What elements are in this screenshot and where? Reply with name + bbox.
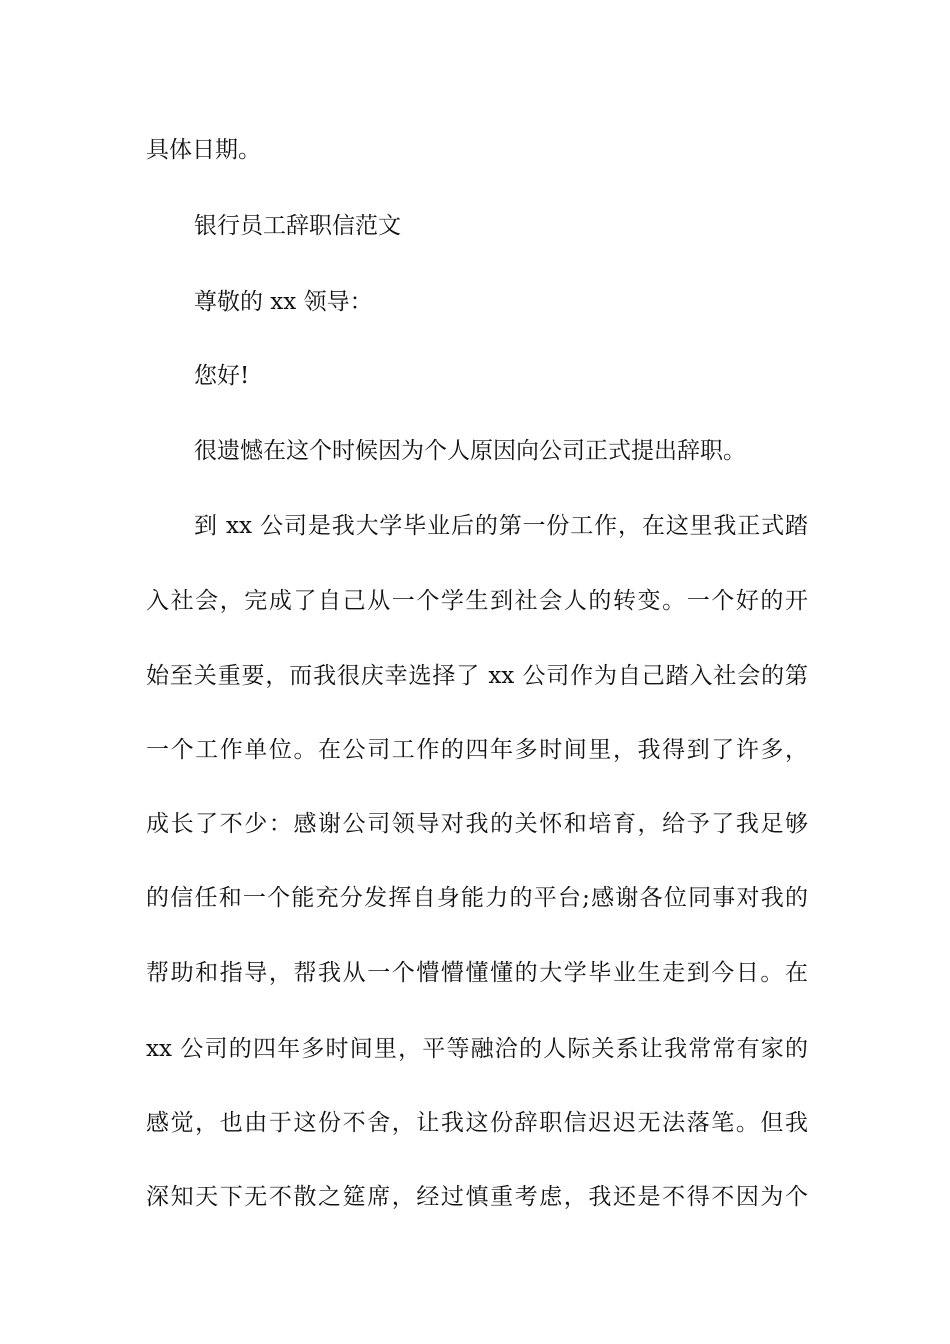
paragraph-body-line: 感觉，也由于这份不舍，让我这份辞职信迟迟无法落笔。但我 xyxy=(146,1110,808,1136)
paragraph-body-line: 成长了不少：感谢公司领导对我的关怀和培育，给予了我足够 xyxy=(146,811,808,837)
paragraph-body-line: 深知天下无不散之筵席，经过慎重考虑，我还是不得不因为个 xyxy=(146,1184,808,1210)
letter-title: 银行员工辞职信范文 xyxy=(194,213,401,239)
paragraph-body-line: 入社会，完成了自己从一个学生到社会人的转变。一个好的开 xyxy=(146,588,808,614)
text-line-ending: 具体日期。 xyxy=(146,137,261,163)
paragraph-body-line: 始至关重要，而我很庆幸选择了 xx 公司作为自己踏入社会的第 xyxy=(146,663,808,689)
paragraph-body-line: 帮助和指导，帮我从一个懵懵懂懂的大学毕业生走到今日。在 xyxy=(146,960,808,986)
paragraph-intro: 很遗憾在这个时候因为个人原因向公司正式提出辞职。 xyxy=(194,438,746,464)
paragraph-body-line: 的信任和一个能充分发挥自身能力的平台;感谢各位同事对我的 xyxy=(146,885,808,911)
salutation: 尊敬的 xx 领导： xyxy=(194,289,373,315)
paragraph-body-line: xx 公司的四年多时间里，平等融洽的人际关系让我常常有家的 xyxy=(146,1036,808,1062)
paragraph-body-line: 到 xx 公司是我大学毕业后的第一份工作，在这里我正式踏 xyxy=(194,513,808,539)
paragraph-body-line: 一个工作单位。在公司工作的四年多时间里，我得到了许多， xyxy=(146,737,808,763)
greeting: 您好! xyxy=(194,363,250,389)
